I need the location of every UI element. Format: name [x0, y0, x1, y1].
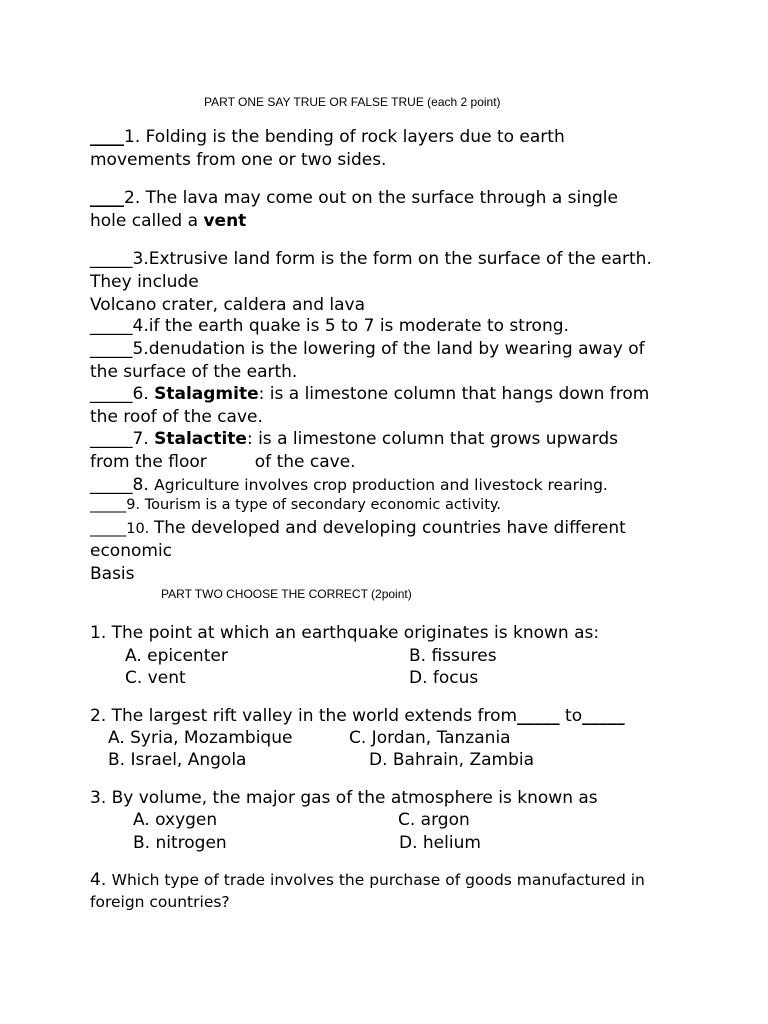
answer-blank[interactable]: _____	[90, 384, 133, 404]
mc-option-c[interactable]: C. Jordan, Tanzania	[349, 728, 511, 748]
tf-question-7	[90, 428, 618, 474]
answer-blank[interactable]: _____	[90, 475, 133, 495]
mc-option-a[interactable]: A. oxygen	[133, 810, 218, 830]
part-one-heading: PART ONE SAY TRUE OR FALSE TRUE (each 2 point)	[204, 95, 501, 109]
question-text: the roof of the cave.	[90, 407, 263, 427]
question-text: economic	[90, 541, 173, 561]
mc-option-b[interactable]: B. nitrogen	[133, 833, 227, 853]
tf-question-5	[90, 338, 645, 384]
tf-question-6	[90, 383, 649, 429]
question-text: 9. Tourism is a type of secondary economic activity.	[126, 497, 501, 513]
question-text: 2. The lava may come out on the surface through a single	[124, 188, 618, 208]
answer-blank[interactable]: _____	[90, 249, 133, 269]
mc-question-4-stem	[90, 869, 645, 913]
question-text: 3.Extrusive land form is the form on the surface of the earth.	[132, 249, 652, 269]
question-number: 6.	[132, 384, 155, 404]
answer-blank[interactable]: ____	[90, 127, 124, 147]
tf-question-10	[90, 517, 626, 586]
question-text: Basis	[90, 564, 135, 584]
mc-option-d[interactable]: D. Bahrain, Zambia	[369, 750, 535, 770]
bold-term: vent	[203, 211, 247, 231]
question-text: : is a limestone column that grows upwards	[246, 429, 619, 449]
mc-option-a[interactable]: A. epicenter	[125, 646, 228, 666]
mc-option-a[interactable]: A. Syria, Mozambique	[108, 728, 293, 748]
question-text: 5.denudation is the lowering of the land by wearing away of	[132, 339, 645, 359]
tf-question-9	[90, 495, 501, 516]
answer-blank[interactable]: _____	[582, 706, 625, 726]
mc-question-3-stem: 3. By volume, the major gas of the atmosphere is known as	[90, 788, 598, 808]
question-text: foreign countries?	[90, 893, 230, 911]
tf-question-2	[90, 187, 618, 233]
question-number: 7.	[132, 429, 155, 449]
bold-term: Stalagmite	[154, 384, 259, 404]
answer-blank[interactable]: ____	[90, 188, 124, 208]
mc-option-d[interactable]: D. helium	[399, 833, 481, 853]
answer-blank[interactable]: _____	[90, 316, 133, 336]
question-text: hole called a	[90, 211, 204, 231]
mc-option-c[interactable]: C. vent	[125, 668, 186, 688]
mc-option-d[interactable]: D. focus	[409, 668, 479, 688]
tf-question-8	[90, 474, 608, 497]
question-number: 8.	[132, 475, 155, 495]
question-text: Which type of trade involves the purchase of goods manufactured in	[111, 871, 645, 889]
answer-blank[interactable]: _____	[517, 706, 560, 726]
question-text: 1. Folding is the bending of rock layers due to earth	[124, 127, 565, 147]
mc-option-c[interactable]: C. argon	[398, 810, 470, 830]
answer-blank[interactable]: _____	[90, 429, 133, 449]
question-text: The developed and developing countries have different	[153, 518, 626, 538]
question-number: 4.	[90, 870, 112, 890]
answer-blank[interactable]: _____	[90, 497, 127, 513]
question-text: to	[559, 706, 583, 726]
question-text: from the floor	[90, 452, 207, 472]
question-text: They include	[90, 272, 199, 292]
tf-question-4	[90, 315, 569, 338]
bold-term: Stalactite	[154, 429, 247, 449]
question-text: the surface of the earth.	[90, 362, 298, 382]
tf-question-1	[90, 126, 565, 172]
question-text: : is a limestone column that hangs down from	[258, 384, 650, 404]
answer-blank[interactable]: _____	[90, 339, 133, 359]
tf-question-3	[90, 248, 652, 317]
question-text: of the cave.	[254, 452, 356, 472]
mc-option-b[interactable]: B. Israel, Angola	[108, 750, 247, 770]
question-text: movements from one or two sides.	[90, 150, 387, 170]
question-text: 4.if the earth quake is 5 to 7 is moderate to strong.	[132, 316, 569, 336]
question-text: Volcano crater, caldera and lava	[90, 295, 366, 315]
question-text: 2. The largest rift valley in the world extends from	[90, 706, 518, 726]
mc-question-2-stem	[90, 705, 625, 728]
question-number: 10.	[126, 521, 154, 537]
answer-blank[interactable]: _____	[90, 521, 127, 537]
mc-question-1-stem: 1. The point at which an earthquake originates is known as:	[90, 623, 600, 643]
part-two-heading: PART TWO CHOOSE THE CORRECT (2point)	[161, 587, 412, 601]
mc-option-b[interactable]: B. fissures	[409, 646, 497, 666]
question-text: Agriculture involves crop production and livestock rearing.	[154, 476, 608, 494]
